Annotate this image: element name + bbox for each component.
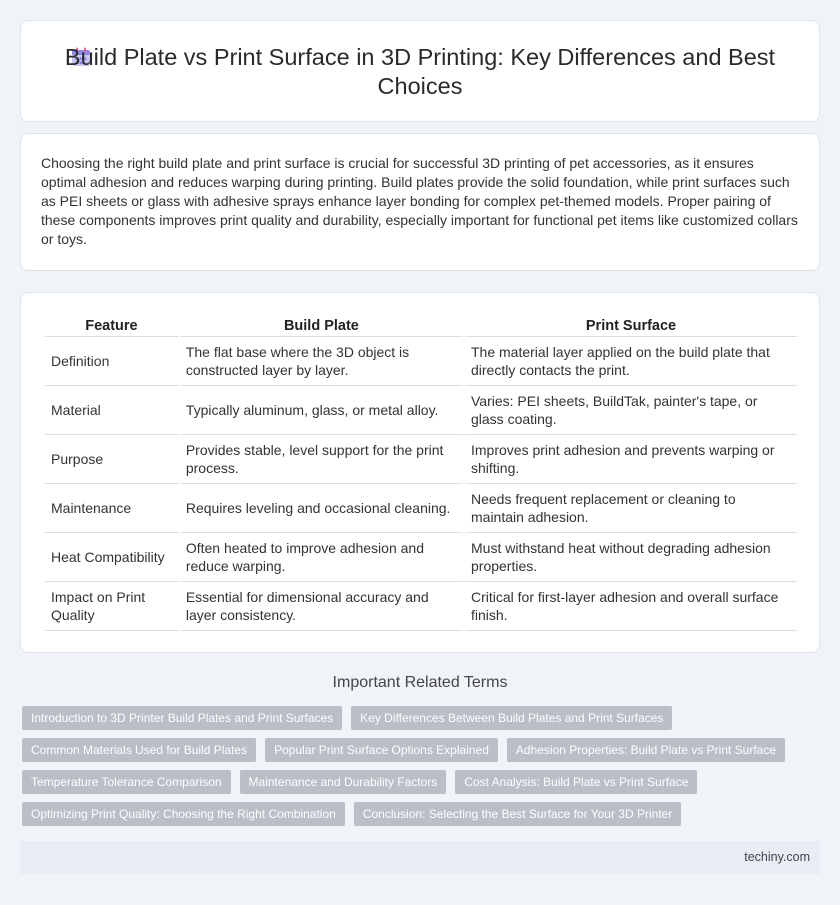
related-term-link[interactable]: Popular Print Surface Options Explained [265,738,498,762]
header-print-surface: Print Surface [465,316,797,337]
row-feature: Heat Compatibility [45,533,178,582]
row-feature: Impact on Print Quality [45,582,178,631]
table-row [45,337,797,386]
row-feature: Maintenance [45,484,178,533]
page-title: Build Plate vs Print Surface in 3D Printing: Key Differences and Best Choices [64,44,776,99]
footer-bar [20,841,820,874]
related-term-link[interactable]: Key Differences Between Build Plates and Print Surfaces [351,706,672,730]
header-build-plate: Build Plate [180,316,463,337]
intro-card [20,133,820,271]
row-print-surface: Varies: PEI sheets, BuildTak, painter's tape, or glass coating. [465,386,797,435]
related-term-link[interactable]: Maintenance and Durability Factors [240,770,447,794]
row-print-surface: The material layer applied on the build plate that directly contacts the print. [465,337,797,386]
tag-row [22,802,812,826]
row-print-surface: Must withstand heat without degrading adhesion properties. [465,533,797,582]
comparison-card [20,292,820,653]
related-terms-heading: Important Related Terms [332,674,508,691]
row-build-plate: Essential for dimensional accuracy and layer consistency. [180,582,463,631]
row-build-plate: Requires leveling and occasional cleaning. [180,484,463,533]
tag-row [22,706,812,730]
row-print-surface: Critical for first-layer adhesion and overall surface finish. [465,582,797,631]
row-build-plate: Provides stable, level support for the print process. [180,435,463,484]
table-row [45,386,797,435]
related-term-link[interactable]: Cost Analysis: Build Plate vs Print Surface [455,770,697,794]
row-build-plate: The flat base where the 3D object is constructed layer by layer. [180,337,463,386]
related-term-link[interactable]: Temperature Tolerance Comparison [22,770,231,794]
row-build-plate: Often heated to improve adhesion and reduce warping. [180,533,463,582]
row-print-surface: Needs frequent replacement or cleaning to maintain adhesion. [465,484,797,533]
related-term-link[interactable]: Optimizing Print Quality: Choosing the Right Combination [22,802,345,826]
related-terms-list [22,706,812,834]
tag-row [22,738,812,762]
row-feature: Definition [45,337,178,386]
row-print-surface: Improves print adhesion and prevents warping or shifting. [465,435,797,484]
comparison-table [43,316,799,631]
related-term-link[interactable]: Adhesion Properties: Build Plate vs Print Surface [507,738,785,762]
related-term-link[interactable]: Common Materials Used for Build Plates [22,738,256,762]
table-row [45,435,797,484]
footer-brand[interactable]: techiny.com [744,850,810,864]
table-header-row [45,316,797,337]
row-build-plate: Typically aluminum, glass, or metal alloy. [180,386,463,435]
intro-paragraph: Choosing the right build plate and print surface is crucial for successful 3D printing of pet accessories, as it ensures optimal adhesion and reduces warping during printing. Build plates provide the solid foundation, while print surfaces such as PEI sheets or glass with adhesive sprays enhance layer bonding for complex pet-themed models. Proper pairing of these components improves print quality and durability, especially important for functional pet items like customized collars or toys. [41,155,798,247]
row-feature: Material [45,386,178,435]
table-row [45,484,797,533]
related-term-link[interactable]: Introduction to 3D Printer Build Plates and Print Surfaces [22,706,342,730]
title-card [20,20,820,122]
tag-row [22,770,812,794]
row-feature: Purpose [45,435,178,484]
related-term-link[interactable]: Conclusion: Selecting the Best Surface for Your 3D Printer [354,802,682,826]
header-feature: Feature [45,316,178,337]
table-row [45,533,797,582]
table-row [45,582,797,631]
